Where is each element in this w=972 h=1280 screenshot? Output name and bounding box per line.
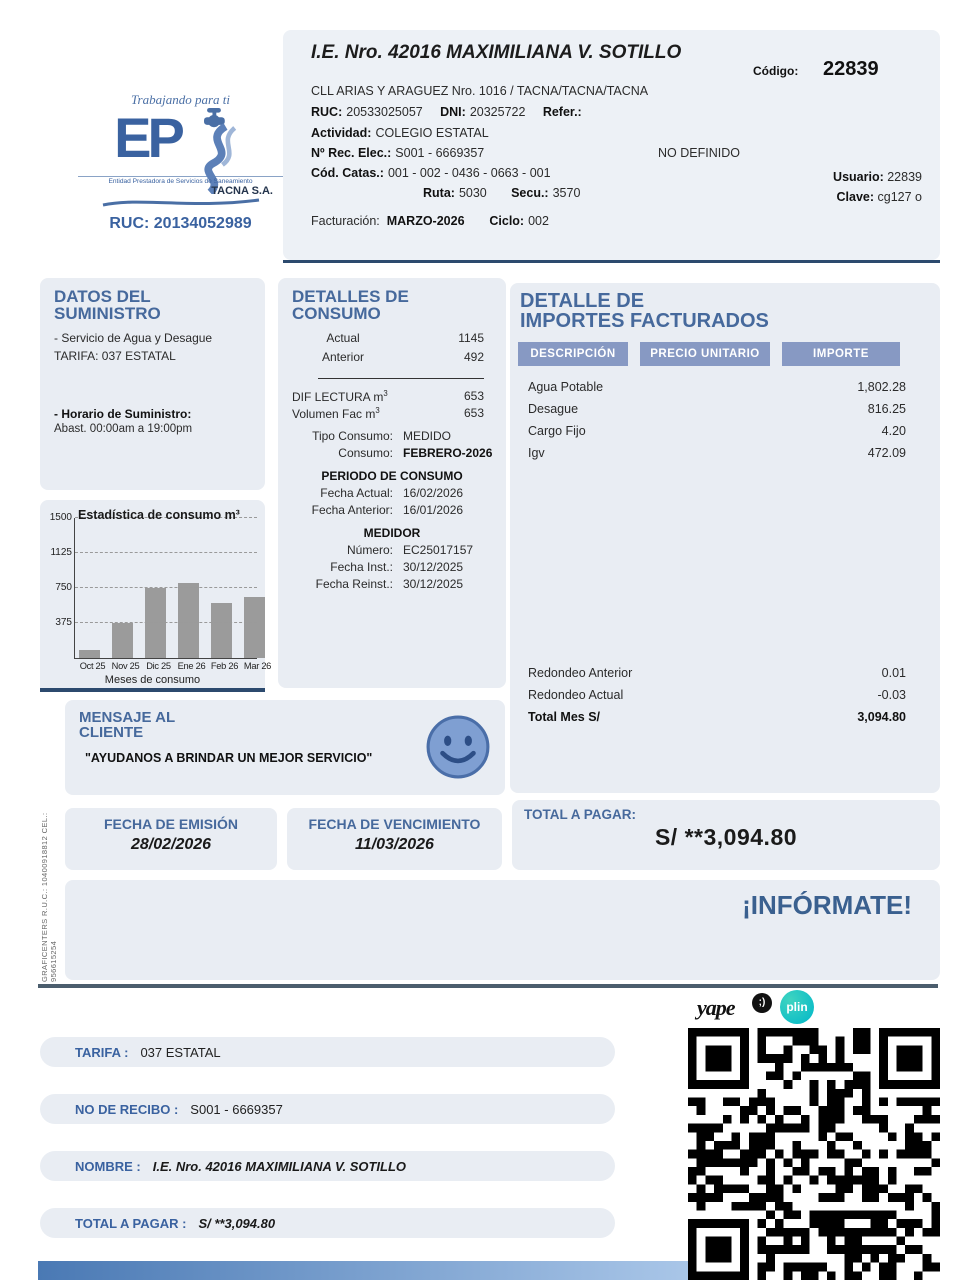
logo-tagline: Trabajando para ti <box>131 92 230 107</box>
chart-bar <box>79 650 100 658</box>
rec-elec-row: Nº Rec. Elec.: S001 - 6669357 <box>311 146 485 160</box>
consumption-title: DETALLES DE CONSUMO <box>292 287 409 324</box>
chart-y-tick: 375 <box>55 617 72 628</box>
service-type: - Servicio de Agua y Desague <box>54 330 213 345</box>
reading-rule <box>318 378 484 379</box>
chart-bar <box>112 623 133 658</box>
clave-row: Clave: cg127 o <box>836 190 922 204</box>
logo-brand-text: EP <box>114 106 181 169</box>
schedule-label: - Horario de Suministro: <box>54 406 192 421</box>
issue-date-panel <box>65 808 277 870</box>
amounts-table-body <box>510 380 940 724</box>
due-date-label: FECHA DE VENCIMIENTO <box>308 816 481 832</box>
codigo-label: Código: <box>753 64 799 78</box>
medidor-numero-row: Número: EC25017157 <box>346 542 474 557</box>
chart-y-tick: 750 <box>55 582 72 593</box>
informate-panel <box>65 880 940 980</box>
amount-row: Igv 472.09 <box>528 445 906 460</box>
amount-row: Cargo Fijo 4.20 <box>528 423 906 438</box>
reading-actual-row: Actual 1145 <box>326 330 484 345</box>
printer-credit-vertical-text: GRAFICENTERS R.U.C.: 10400918812 CEL.: 956615254 <box>40 812 58 982</box>
supply-data-panel <box>40 278 265 490</box>
chart-plot-area <box>74 518 257 659</box>
ruta-secu-row: Ruta: 5030 Secu.: 3570 <box>423 186 581 200</box>
amount-row: Agua Potable 1,802.28 <box>528 379 906 394</box>
message-quote: "AYUDANOS A BRINDAR UN MEJOR SERVICIO" <box>85 750 373 765</box>
dif-lectura-row: DIF LECTURA $m^3$ 653 <box>292 388 484 404</box>
billed-amounts-panel <box>510 283 940 793</box>
total-to-pay-panel <box>512 800 940 870</box>
due-date-panel <box>287 808 502 870</box>
facturacion-row: Facturación: MARZO-2026 Ciclo: 002 <box>311 214 549 228</box>
header-divider <box>283 260 940 263</box>
plin-logo: plin <box>780 990 814 1024</box>
customer-name-title: I.E. Nro. 42016 MAXIMILIANA V. SOTILLO <box>311 42 682 63</box>
amounts-table-header <box>518 342 932 366</box>
due-date-value: 11/03/2026 <box>355 836 434 854</box>
logo-subtitle: Entidad Prestadora de Servicios de Saneamiento <box>78 176 283 185</box>
tariff-type: TARIFA: 037 ESTATAL <box>54 348 176 363</box>
summary-row: NO DE RECIBO : S001 - 6669357 <box>40 1094 615 1124</box>
codigo-value: 22839 <box>823 58 879 80</box>
yape-bubble-icon: ;) <box>752 993 772 1013</box>
consumo-mes-row: Consumo: FEBRERO-2026 <box>338 445 493 460</box>
payment-qr-code <box>688 1028 940 1280</box>
logo-ruc: RUC: 20134052989 <box>109 215 252 232</box>
volumen-fac-row: Volumen Fac $m^3$ 653 <box>292 405 484 421</box>
fecha-actual-row: Fecha Actual: 16/02/2026 <box>320 485 464 500</box>
periodo-title: PERIODO DE CONSUMO <box>321 468 463 483</box>
fecha-anterior-row: Fecha Anterior: 16/01/2026 <box>311 502 464 517</box>
logo-company-name: TACNA S.A. <box>211 185 273 197</box>
consumption-details-panel <box>278 278 506 688</box>
chart-bar <box>178 583 199 658</box>
summary-row: TARIFA : 037 ESTATAL <box>40 1037 615 1067</box>
fecha-reinst-row: Fecha Reinst.: 30/12/2025 <box>315 576 464 591</box>
section-divider <box>38 984 938 988</box>
smiley-face-icon <box>425 714 491 780</box>
summary-row: TOTAL A PAGAR : S/ **3,094.80 <box>40 1208 615 1238</box>
chart-bar <box>145 588 166 658</box>
chart-bar <box>244 597 265 658</box>
message-title: MENSAJE AL CLIENTE <box>79 709 176 742</box>
company-logo <box>78 92 283 233</box>
chart-title: Estadística de consumo m³ <box>78 508 240 522</box>
amount-row: Desague 816.25 <box>528 401 906 416</box>
amount-row: Total Mes S/ 3,094.80 <box>528 709 906 724</box>
chart-x-axis-label: Meses de consumo <box>104 674 201 686</box>
total-to-pay-value: S/ **3,094.80 <box>654 823 798 850</box>
column-precio-unitario: PRECIO UNITARIO <box>640 342 770 366</box>
column-descripcion: DESCRIPCIÓN <box>518 342 628 366</box>
amount-row: Redondeo Anterior 0.01 <box>528 665 906 680</box>
consumption-chart-panel <box>40 500 272 692</box>
chart-y-tick: 1125 <box>50 547 72 558</box>
medidor-title: MEDIDOR <box>363 525 421 540</box>
column-importe: IMPORTE <box>782 342 900 366</box>
chart-bar <box>211 603 232 658</box>
yape-logo: yape <box>697 995 735 1020</box>
customer-message-panel <box>65 700 505 795</box>
supply-title: DATOS DEL SUMINISTRO <box>54 287 161 324</box>
chart-x-labels: Oct 25 Nov 25 Dic 25 Ene 26 Feb 26 Mar 26 <box>79 661 272 671</box>
informate-text: ¡INFÓRMATE! <box>742 890 912 920</box>
customer-address: CLL ARIAS Y ARAGUEZ Nro. 1016 / TACNA/TACNA/TACNA <box>311 84 649 98</box>
wave-swoosh-icon <box>101 197 261 209</box>
bottom-blue-bar <box>38 1261 688 1280</box>
schedule-value: Abast. 00:00am a 19:00pm <box>54 422 193 435</box>
amount-row: Redondeo Actual -0.03 <box>528 687 906 702</box>
chart-y-tick: 1500 <box>49 512 72 523</box>
summary-row: NOMBRE : I.E. Nro. 42016 MAXIMILIANA V. SOTILLO <box>40 1151 615 1181</box>
issue-date-value: 28/02/2026 <box>130 836 212 854</box>
header-panel <box>283 30 940 260</box>
no-definido-text: NO DEFINIDO <box>658 146 740 160</box>
billed-amounts-title: DETALLE DE IMPORTES FACTURADOS <box>520 290 769 333</box>
issue-date-label: FECHA DE EMISIÓN <box>103 816 239 832</box>
actividad-row: Actividad: COLEGIO ESTATAL <box>311 126 489 140</box>
summary-rows <box>40 1037 615 1238</box>
tipo-consumo-row: Tipo Consumo: MEDIDO <box>312 428 451 443</box>
usuario-row: Usuario: 22839 <box>833 170 922 184</box>
total-to-pay-label: TOTAL A PAGAR: <box>524 807 636 822</box>
fecha-inst-row: Fecha Inst.: 30/12/2025 <box>330 559 464 574</box>
ruc-dni-row: RUC: 20533025057 DNI: 20325722 Refer.: <box>311 105 582 119</box>
reading-anterior-row: Anterior 492 <box>321 349 484 364</box>
cod-catas-row: Cód. Catas.: 001 - 002 - 0436 - 0663 - 001 <box>311 166 551 180</box>
